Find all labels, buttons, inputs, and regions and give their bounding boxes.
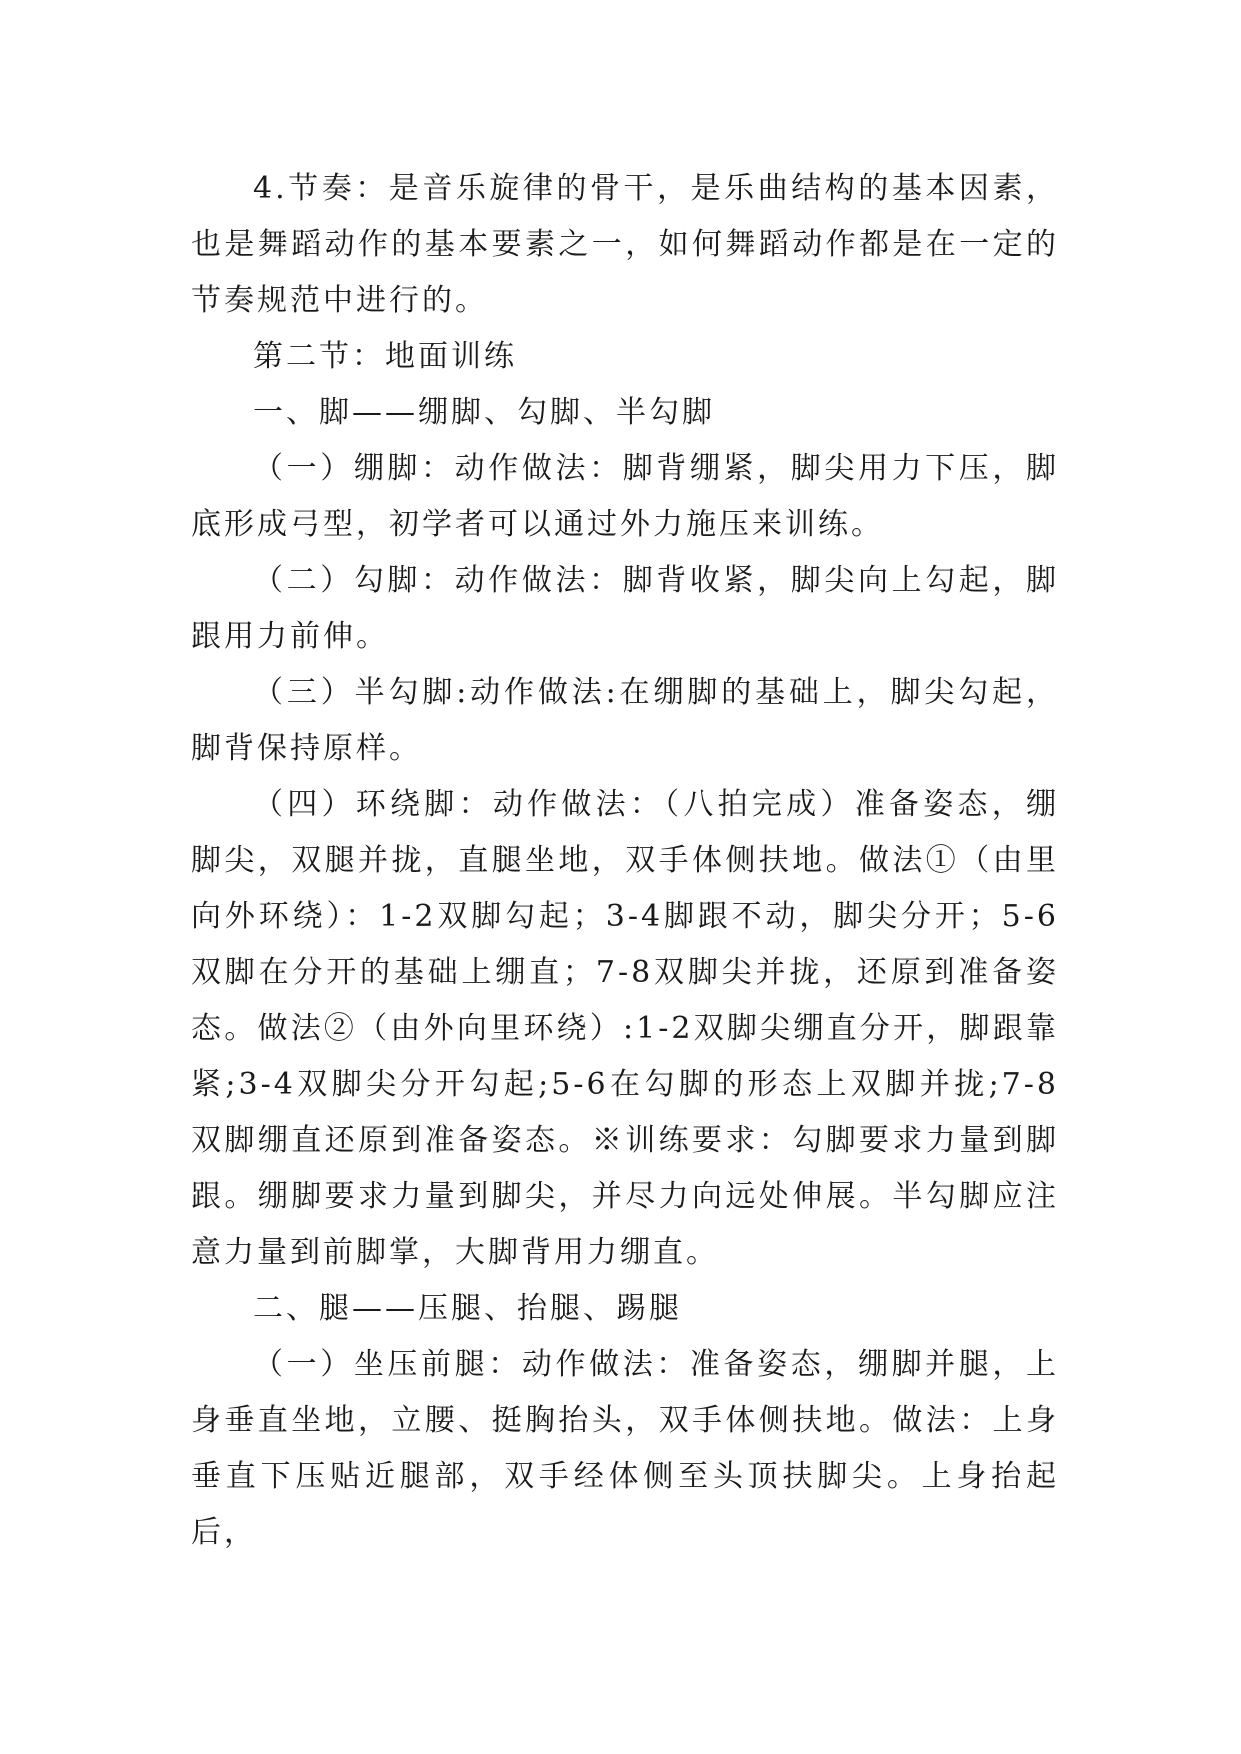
- paragraph-rhythm: 4.节奏：是音乐旋律的骨干，是乐曲结构的基本因素，也是舞蹈动作的基本要素之一，如何舞蹈动作都是在一定的节奏规范中进行的。: [191, 171, 1059, 318]
- subheading-feet: 一、脚——绷脚、勾脚、半勾脚: [253, 395, 715, 430]
- section-heading: 第二节：地面训练: [253, 339, 517, 374]
- paragraph-half-flexed-foot: （三）半勾脚:动作做法:在绷脚的基础上，脚尖勾起，脚背保持原样。: [191, 675, 1059, 766]
- paragraph-pointed-foot: （一）绷脚：动作做法：脚背绷紧，脚尖用力下压，脚底形成弓型，初学者可以通过外力施压来训练。: [191, 451, 1059, 542]
- paragraph-foot-circling: （四）环绕脚：动作做法：（八拍完成）准备姿态，绷脚尖，双腿并拢，直腿坐地，双手体侧扶地。做法①（由里向外环绕）：1-2双脚勾起；3-4脚跟不动，脚尖分开；5-6双脚在分开的基础上绷直；7-8双脚尖并拢，还原到准备姿态。做法②（由外向里环绕）:1-2双脚尖绷直分开，脚跟靠紧;3-4双脚尖分开勾起;5-6在勾脚的形态上双脚并拢;7-8双脚绷直还原到准备姿态。※训练要求：勾脚要求力量到脚跟。绷脚要求力量到脚尖，并尽力向远处伸展。半勾脚应注意力量到前脚掌，大脚背用力绷直。: [191, 787, 1059, 1270]
- subheading-legs: 二、腿——压腿、抬腿、踢腿: [253, 1291, 682, 1326]
- paragraph-seated-leg-press: （一）坐压前腿：动作做法：准备姿态，绷脚并腿，上身垂直坐地，立腰、挺胸抬头，双手体侧扶地。做法：上身垂直下压贴近腿部，双手经体侧至头顶扶脚尖。上身抬起后，: [191, 1347, 1059, 1550]
- paragraph-flexed-foot: （二）勾脚：动作做法：脚背收紧，脚尖向上勾起，脚跟用力前伸。: [191, 563, 1059, 654]
- document-body: [191, 161, 1059, 1561]
